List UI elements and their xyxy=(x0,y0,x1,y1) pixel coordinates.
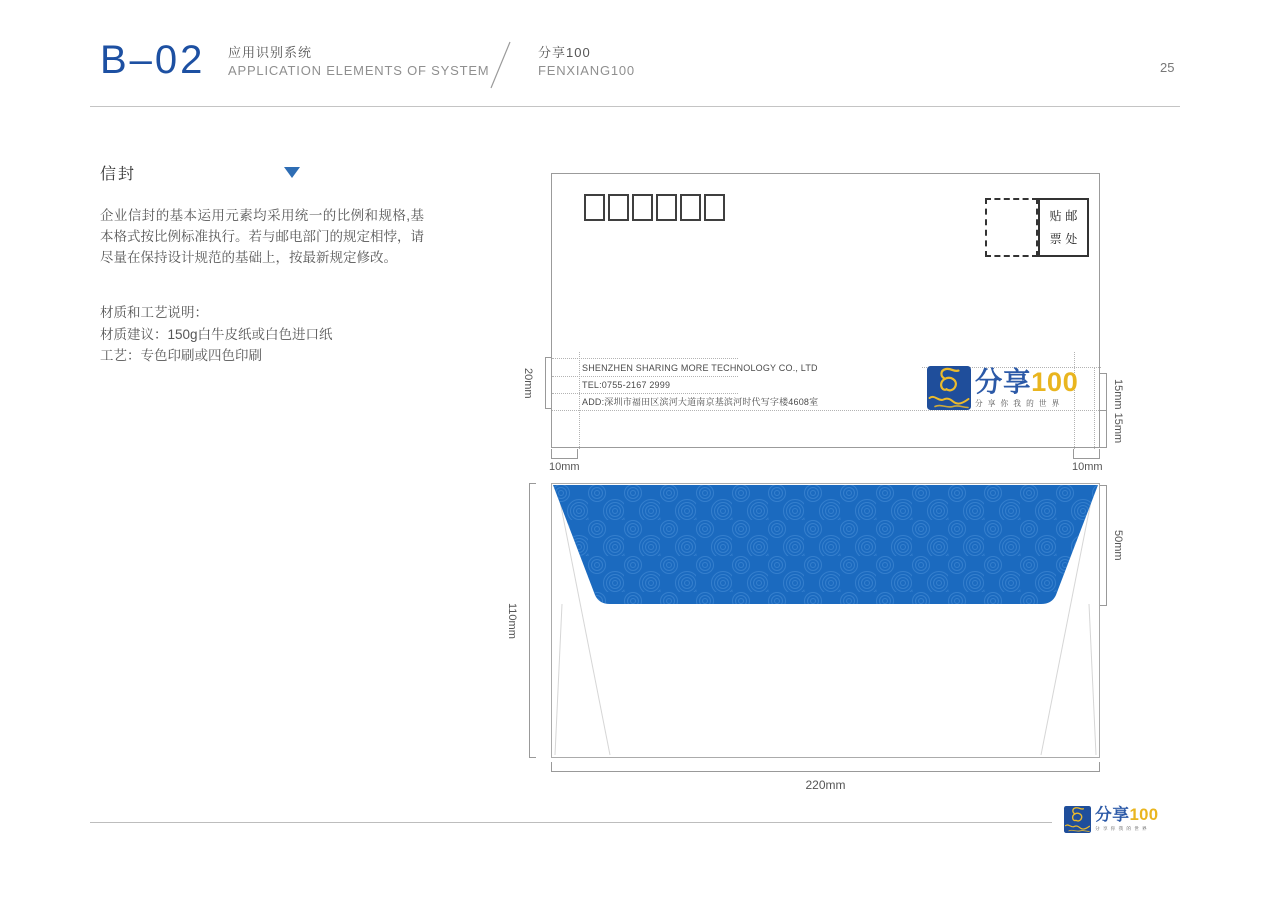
spec-process: 工艺：专色印刷或四色印刷 xyxy=(100,348,262,364)
measure-label-10mm-left: 10mm xyxy=(549,461,580,473)
header-rule xyxy=(90,106,1180,107)
measure-label-15mm: 15mm 15mm xyxy=(1112,378,1124,444)
company-name: SHENZHEN SHARING MORE TECHNOLOGY CO., LTD xyxy=(582,363,818,373)
triangle-marker-icon xyxy=(284,167,300,178)
bracket-20mm xyxy=(545,357,551,409)
logo-tagline: 分享你我的世界 xyxy=(1095,826,1150,832)
logo-text-zh: 分享 xyxy=(1095,805,1130,825)
measure-label-50mm: 50mm xyxy=(1112,530,1124,561)
description-paragraph: 企业信封的基本运用元素均采用统一的比例和规格,基本格式按比例标准执行。若与邮电部门的规定相悖，请尽量在保持设计规范的基础上，按最新规定修改。 xyxy=(100,208,424,265)
brand-logo xyxy=(927,366,1078,410)
spec-block xyxy=(100,302,333,367)
stamp-text-line2: 票 处 xyxy=(1049,231,1078,246)
postal-code-box xyxy=(680,194,701,221)
footer-brand-logo xyxy=(1064,806,1158,833)
page-number: 25 xyxy=(1160,60,1175,75)
swan-logo-icon xyxy=(1064,806,1091,833)
envelope-back-art xyxy=(552,484,1099,757)
sender-info-block xyxy=(582,360,818,411)
logo-text-zh: 分享 xyxy=(975,365,1032,397)
bracket-10mm-left xyxy=(551,449,578,459)
company-tel: TEL:0755-2167 2999 xyxy=(582,380,671,390)
measure-label-110mm: 110mm xyxy=(506,602,518,639)
postal-code-box xyxy=(584,194,605,221)
postal-code-box xyxy=(608,194,629,221)
company-address: ADD:深圳市福田区滨河大道南京基滨河时代写字楼4608室 xyxy=(582,397,819,407)
section-title-en: APPLICATION ELEMENTS OF SYSTEM xyxy=(228,63,490,78)
footer-rule xyxy=(90,822,1052,823)
bracket-15mm-mid-tick xyxy=(1100,410,1107,411)
measure-label-20mm: 20mm xyxy=(522,367,534,399)
bracket-220mm xyxy=(551,762,1100,772)
measure-label-220mm: 220mm xyxy=(805,778,846,792)
bracket-10mm-right xyxy=(1073,449,1100,459)
stamp-text-line1: 贴 邮 xyxy=(1049,209,1078,224)
logo-text-100: 100 xyxy=(1031,365,1079,397)
section-title-zh: 应用识别系统 xyxy=(228,45,313,60)
envelope-front-diagram xyxy=(551,173,1100,448)
logo-text-100: 100 xyxy=(1129,805,1159,825)
envelope-back-diagram xyxy=(551,483,1100,758)
stamp-guide-dashed-box xyxy=(985,198,1038,257)
page-code: B–02 xyxy=(100,38,206,82)
section-heading xyxy=(228,46,489,77)
brand-heading xyxy=(538,46,635,77)
guide-line xyxy=(1094,367,1095,449)
spec-heading: 材质和工艺说明： xyxy=(100,305,208,320)
measure-label-10mm-right: 10mm xyxy=(1072,461,1103,473)
guide-line xyxy=(579,352,580,449)
postal-code-box xyxy=(704,194,725,221)
stamp-area-box xyxy=(1038,198,1089,257)
postal-code-box xyxy=(632,194,653,221)
postal-code-box xyxy=(656,194,677,221)
header-slash-divider xyxy=(486,40,516,90)
page-title: 信封 xyxy=(100,166,137,183)
logo-tagline: 分享你我的世界 xyxy=(975,399,1065,409)
brand-name-en: FENXIANG100 xyxy=(538,63,635,78)
bracket-110mm xyxy=(529,483,536,758)
bracket-50mm xyxy=(1100,485,1107,606)
swan-logo-icon xyxy=(927,366,971,410)
postal-code-boxes xyxy=(584,194,725,221)
brand-name-zh: 分享100 xyxy=(538,45,591,60)
spec-material: 材质建议：150g白牛皮纸或白色进口纸 xyxy=(100,326,333,342)
